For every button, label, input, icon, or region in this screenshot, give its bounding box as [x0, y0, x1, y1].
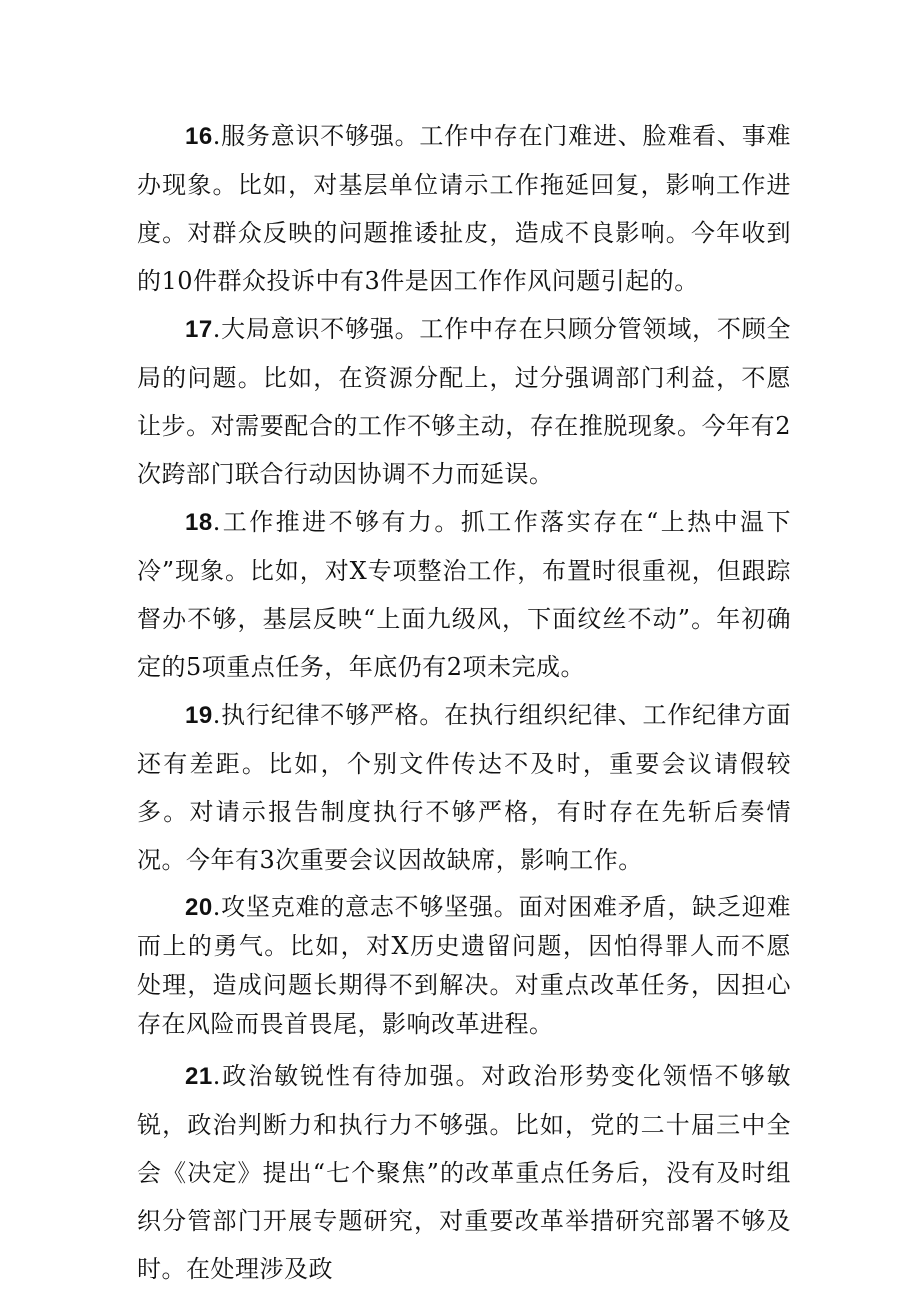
item-number: 16 — [185, 123, 213, 150]
item-number: 21 — [185, 1063, 213, 1090]
item-text: .执行纪律不够严格。在执行组织纪律、工作纪律方面还有差距。比如，个别文件传达不及时，重要会议请假较多。对请示报告制度执行不够严格，有时存在先斩后奏情况。今年有3次重要会议因故缺席，影响工作。 — [137, 701, 791, 874]
item-number: 20 — [185, 894, 213, 921]
item-text: .政治敏锐性有待加强。对政治形势变化领悟不够敏锐，政治判断力和执行力不够强。比如，党的二十届三中全会《决定》提出“七个聚焦”的改革重点任务后，没有及时组织分管部门开展专题研究，对重要改革举措研究部署不够及时。在处理涉及政 — [137, 1062, 791, 1283]
item-text: .攻坚克难的意志不够坚强。面对困难矛盾，缺乏迎难而上的勇气。比如，对X历史遗留问题，因怕得罪人而不愿处理，造成问题长期得不到解决。对重点改革任务，因担心存在风险而畏首畏尾，影响改革进程。 — [137, 893, 791, 1038]
paragraph-item-18 — [137, 498, 791, 691]
item-number: 19 — [185, 702, 213, 729]
paragraph-item-16 — [137, 112, 791, 305]
paragraph-item-19 — [137, 691, 791, 884]
item-text: .服务意识不够强。工作中存在门难进、脸难看、事难办现象。比如，对基层单位请示工作拖延回复，影响工作进度。对群众反映的问题推诿扯皮，造成不良影响。今年收到的10件群众投诉中有3件是因工作作风问题引起的。 — [137, 122, 791, 295]
paragraph-item-20 — [137, 888, 791, 1044]
paragraph-item-21 — [137, 1052, 791, 1293]
item-number: 17 — [185, 316, 213, 343]
item-text: .大局意识不够强。工作中存在只顾分管领域，不顾全局的问题。比如，在资源分配上，过分强调部门利益，不愿让步。对需要配合的工作不够主动，存在推脱现象。今年有2次跨部门联合行动因协调不力而延误。 — [137, 315, 791, 488]
document-body — [137, 112, 791, 1293]
paragraph-item-17 — [137, 305, 791, 498]
item-text: .工作推进不够有力。抓工作落实存在“上热中温下冷”现象。比如，对X专项整治工作，布置时很重视，但跟踪督办不够，基层反映“上面九级风，下面纹丝不动”。年初确定的5项重点任务，年底仍有2项未完成。 — [137, 508, 791, 681]
item-number: 18 — [185, 509, 213, 536]
